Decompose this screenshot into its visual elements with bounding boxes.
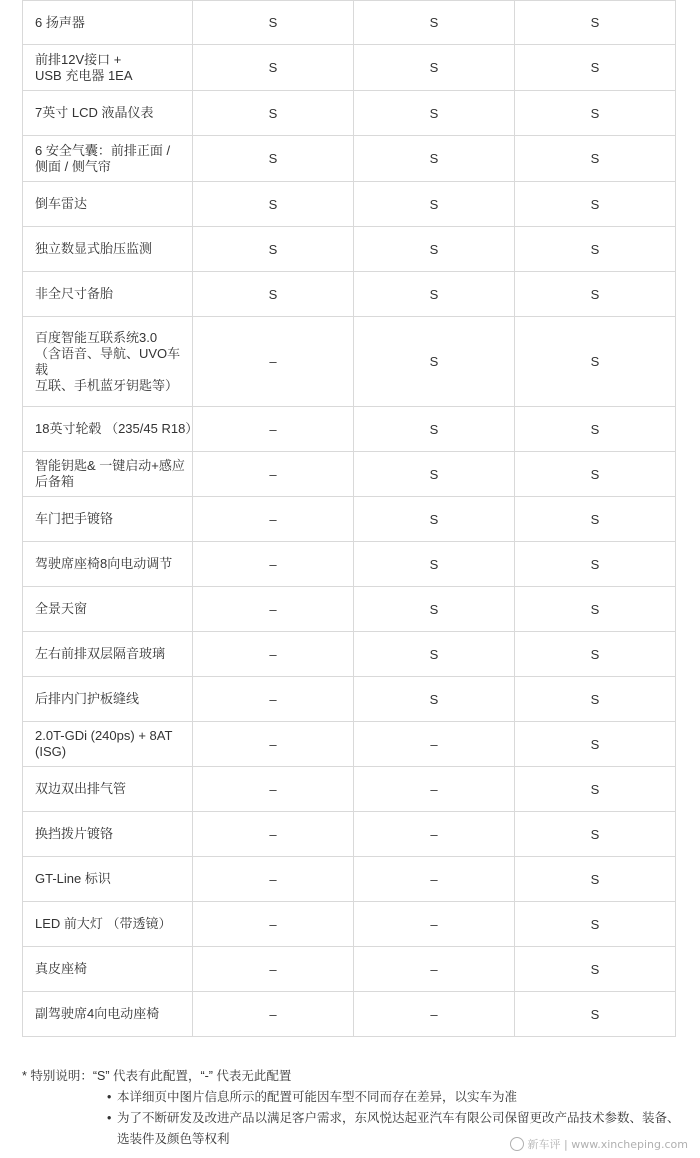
table-row	[23, 677, 676, 722]
value-cell-trim-3: S	[515, 452, 676, 497]
table-row	[23, 722, 676, 767]
feature-cell: 7英寸 LCD 液晶仪表	[23, 91, 193, 136]
value-cell-trim-2: –	[354, 992, 515, 1037]
value-cell-trim-2: –	[354, 902, 515, 947]
value-cell-trim-1: –	[193, 317, 354, 407]
feature-cell: 百度智能互联系统3.0 （含语音、导航、UVO车载 互联、手机蓝牙钥匙等）	[23, 317, 193, 407]
value-cell-trim-2: S	[354, 272, 515, 317]
value-cell-trim-1: –	[193, 587, 354, 632]
feature-cell: 车门把手镀铬	[23, 497, 193, 542]
table-row	[23, 317, 676, 407]
table-row	[23, 407, 676, 452]
table-row	[23, 812, 676, 857]
watermark-text: 新车评 | www.xincheping.com	[527, 1138, 688, 1151]
value-cell-trim-1: –	[193, 632, 354, 677]
value-cell-trim-3: S	[515, 1, 676, 45]
value-cell-trim-1: –	[193, 812, 354, 857]
value-cell-trim-3: S	[515, 812, 676, 857]
value-cell-trim-3: S	[515, 45, 676, 91]
table-row	[23, 632, 676, 677]
value-cell-trim-3: S	[515, 587, 676, 632]
table-row	[23, 1, 676, 45]
feature-cell: 智能钥匙& 一键启动+感应后备箱	[23, 452, 193, 497]
value-cell-trim-1: –	[193, 722, 354, 767]
value-cell-trim-3: S	[515, 317, 676, 407]
spec-table	[22, 0, 676, 1037]
value-cell-trim-1: –	[193, 497, 354, 542]
value-cell-trim-3: S	[515, 542, 676, 587]
value-cell-trim-2: S	[354, 182, 515, 227]
value-cell-trim-3: S	[515, 91, 676, 136]
value-cell-trim-2: S	[354, 45, 515, 91]
value-cell-trim-2: S	[354, 136, 515, 182]
feature-cell: LED 前大灯 （带透镜）	[23, 902, 193, 947]
value-cell-trim-3: S	[515, 136, 676, 182]
table-row	[23, 587, 676, 632]
value-cell-trim-2: S	[354, 587, 515, 632]
table-row	[23, 452, 676, 497]
value-cell-trim-3: S	[515, 677, 676, 722]
value-cell-trim-1: –	[193, 452, 354, 497]
table-row	[23, 857, 676, 902]
value-cell-trim-1: –	[193, 767, 354, 812]
value-cell-trim-2: S	[354, 317, 515, 407]
feature-cell: 6 安全气囊：前排正面 / 侧面 / 侧气帘	[23, 136, 193, 182]
value-cell-trim-2: S	[354, 1, 515, 45]
value-cell-trim-1: S	[193, 136, 354, 182]
spec-table-body	[23, 1, 676, 1037]
table-row	[23, 272, 676, 317]
value-cell-trim-3: S	[515, 857, 676, 902]
feature-cell: 左右前排双层隔音玻璃	[23, 632, 193, 677]
table-row	[23, 947, 676, 992]
value-cell-trim-3: S	[515, 497, 676, 542]
value-cell-trim-1: –	[193, 947, 354, 992]
table-row	[23, 767, 676, 812]
value-cell-trim-1: S	[193, 227, 354, 272]
value-cell-trim-2: S	[354, 497, 515, 542]
watermark-logo-icon	[510, 1137, 524, 1151]
value-cell-trim-2: S	[354, 452, 515, 497]
value-cell-trim-1: –	[193, 857, 354, 902]
table-row	[23, 497, 676, 542]
table-row	[23, 136, 676, 182]
value-cell-trim-2: –	[354, 722, 515, 767]
footnote-item: • 为了不断研发及改进产品以满足客户需求，东风悦达起亚汽车有限公司保留更改产品技术参数、装备、选装件及颜色等权利	[107, 1108, 682, 1150]
value-cell-trim-1: –	[193, 677, 354, 722]
value-cell-trim-3: S	[515, 947, 676, 992]
value-cell-trim-1: –	[193, 992, 354, 1037]
value-cell-trim-3: S	[515, 227, 676, 272]
table-row	[23, 992, 676, 1037]
value-cell-trim-2: –	[354, 812, 515, 857]
value-cell-trim-2: –	[354, 767, 515, 812]
feature-cell: 后排内门护板缝线	[23, 677, 193, 722]
value-cell-trim-1: –	[193, 542, 354, 587]
table-row	[23, 542, 676, 587]
feature-cell: 副驾驶席4向电动座椅	[23, 992, 193, 1037]
feature-cell: 双边双出排气管	[23, 767, 193, 812]
feature-cell: 全景天窗	[23, 587, 193, 632]
value-cell-trim-3: S	[515, 992, 676, 1037]
table-row	[23, 227, 676, 272]
value-cell-trim-1: S	[193, 272, 354, 317]
watermark	[510, 1136, 688, 1152]
value-cell-trim-1: S	[193, 182, 354, 227]
value-cell-trim-3: S	[515, 902, 676, 947]
feature-cell: 2.0T-GDi (240ps) + 8AT (ISG)	[23, 722, 193, 767]
feature-cell: 前排12V接口 + USB 充电器 1EA	[23, 45, 193, 91]
value-cell-trim-2: S	[354, 227, 515, 272]
value-cell-trim-3: S	[515, 767, 676, 812]
table-row	[23, 902, 676, 947]
table-row	[23, 45, 676, 91]
feature-cell: 非全尺寸备胎	[23, 272, 193, 317]
value-cell-trim-2: S	[354, 677, 515, 722]
value-cell-trim-2: –	[354, 857, 515, 902]
value-cell-trim-1: –	[193, 407, 354, 452]
value-cell-trim-1: S	[193, 45, 354, 91]
value-cell-trim-1: S	[193, 1, 354, 45]
value-cell-trim-3: S	[515, 272, 676, 317]
value-cell-trim-2: S	[354, 632, 515, 677]
footnote-item: • 本详细页中图片信息所示的配置可能因车型不同而存在差异，以实车为准	[107, 1087, 682, 1108]
feature-cell: 驾驶席座椅8向电动调节	[23, 542, 193, 587]
value-cell-trim-3: S	[515, 407, 676, 452]
feature-cell: GT-Line 标识	[23, 857, 193, 902]
footnote-heading: * 特别说明：“S” 代表有此配置，“-” 代表无此配置	[22, 1069, 292, 1083]
table-row	[23, 91, 676, 136]
value-cell-trim-3: S	[515, 722, 676, 767]
feature-cell: 18英寸轮毂 （235/45 R18）	[23, 407, 193, 452]
value-cell-trim-2: –	[354, 947, 515, 992]
feature-cell: 真皮座椅	[23, 947, 193, 992]
table-row	[23, 182, 676, 227]
value-cell-trim-2: S	[354, 91, 515, 136]
value-cell-trim-3: S	[515, 182, 676, 227]
value-cell-trim-2: S	[354, 407, 515, 452]
value-cell-trim-1: –	[193, 902, 354, 947]
feature-cell: 倒车雷达	[23, 182, 193, 227]
feature-cell: 独立数显式胎压监测	[23, 227, 193, 272]
feature-cell: 换挡拨片镀铬	[23, 812, 193, 857]
feature-cell: 6 扬声器	[23, 1, 193, 45]
value-cell-trim-3: S	[515, 632, 676, 677]
value-cell-trim-2: S	[354, 542, 515, 587]
value-cell-trim-1: S	[193, 91, 354, 136]
